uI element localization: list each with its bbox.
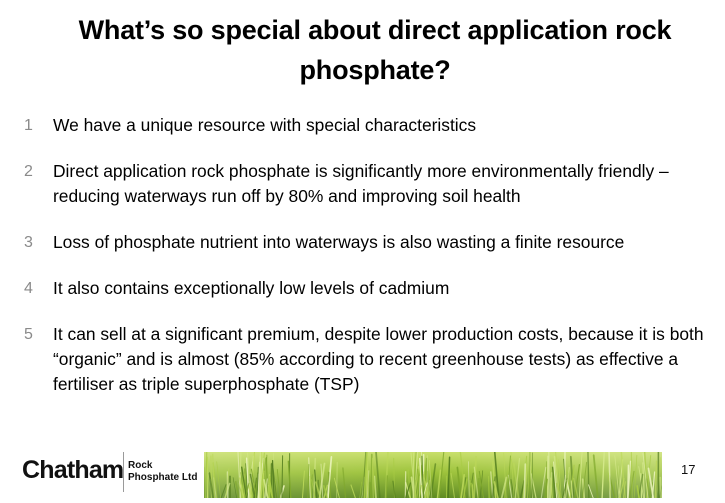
grass-blade xyxy=(370,483,371,498)
page-number: 17 xyxy=(681,462,696,477)
list-item-text: We have a unique resource with special characteristics xyxy=(53,115,477,135)
logo-subtitle-line: Phosphate Ltd xyxy=(128,472,198,483)
list-item-text: It also contains exceptionally low levels of cadmium xyxy=(53,278,450,298)
grass-blade xyxy=(549,452,550,498)
grass-blade xyxy=(479,479,480,498)
grass-blade xyxy=(530,452,531,498)
list-item xyxy=(24,113,704,138)
list-item xyxy=(24,322,704,397)
list-item-text: Direct application rock phosphate is significantly more environmentally friendly – reducing waterways run off by 80% and improving soil health xyxy=(53,161,669,206)
grass-blade xyxy=(524,464,525,498)
logo-wordmark: Chatham xyxy=(22,456,124,484)
numbered-list xyxy=(24,113,704,397)
list-item xyxy=(24,230,704,255)
list-item-number: 5 xyxy=(24,326,33,343)
grass-blade xyxy=(489,476,490,498)
grass-blade xyxy=(337,463,338,499)
list-item-number: 1 xyxy=(24,117,33,134)
list-item-text: It can sell at a significant premium, despite lower production costs, because it is both “organic” and is almost (85% according to recent greenhouse tests) as effective a fertiliser as triple superphosphate (TSP) xyxy=(53,324,704,394)
grass-image-svg xyxy=(204,452,662,498)
list-item-number: 4 xyxy=(24,280,33,297)
list-item xyxy=(24,159,704,209)
grass-blade xyxy=(282,456,283,498)
grass-blade xyxy=(207,457,208,498)
list-item-text: Loss of phosphate nutrient into waterways is also wasting a finite resource xyxy=(53,232,625,252)
logo-subtitle xyxy=(128,460,197,484)
grass-field-photo xyxy=(204,452,662,498)
logo-divider xyxy=(123,452,124,492)
company-logo xyxy=(22,452,207,494)
slide-title: What’s so special about direct application rock phosphate? xyxy=(78,15,672,85)
list-item-number: 3 xyxy=(24,234,33,251)
grass-blade xyxy=(660,478,661,498)
grass-blade xyxy=(260,457,261,498)
logo-subtitle-line: Rock xyxy=(128,460,153,471)
list-item-number: 2 xyxy=(24,163,33,180)
list-item xyxy=(24,276,704,301)
